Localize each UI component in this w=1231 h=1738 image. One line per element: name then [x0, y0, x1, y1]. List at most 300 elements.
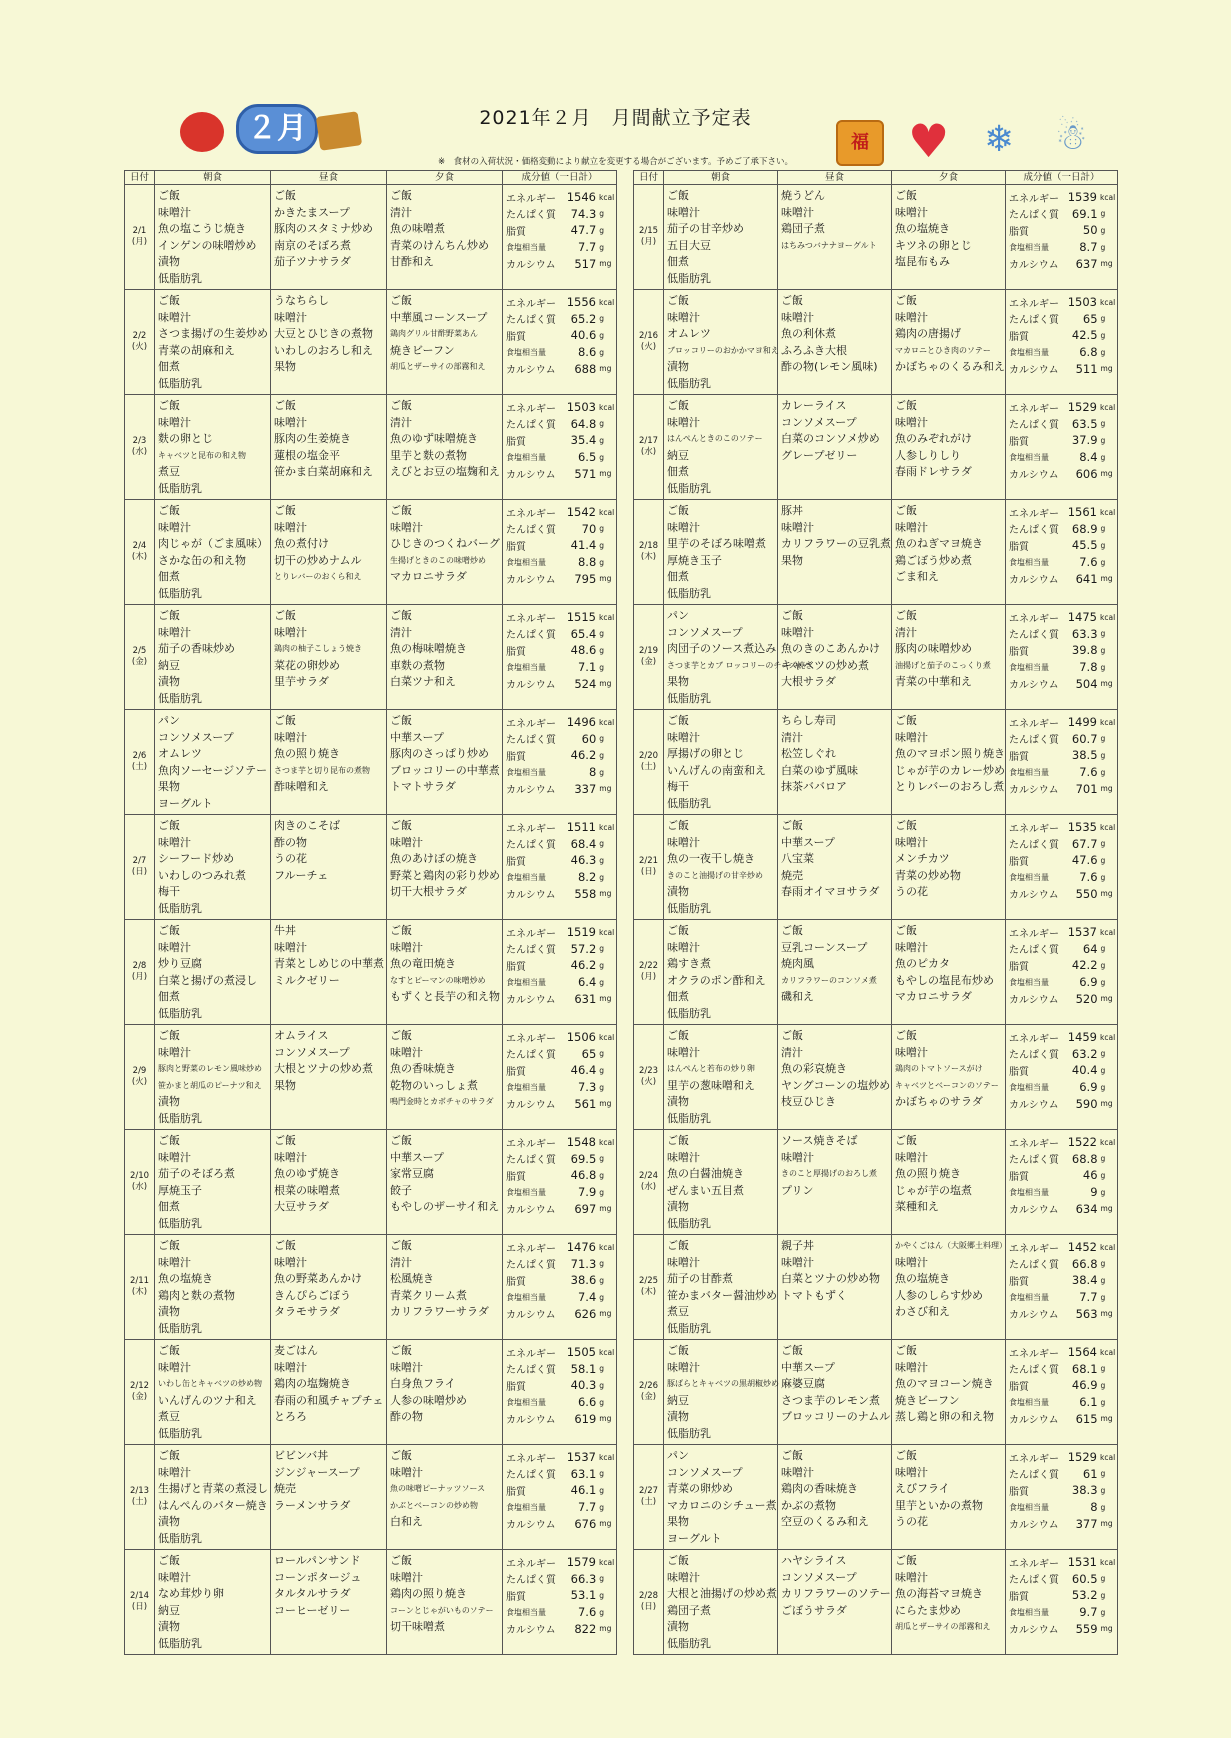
- nutrition-row: [1009, 1046, 1114, 1063]
- menu-item: ご飯: [274, 1239, 296, 1252]
- menu-table-right: [633, 170, 1118, 1655]
- breakfast-cell: [155, 500, 271, 605]
- nutrient-unit: g: [1100, 435, 1106, 445]
- menu-item: 青菜の胡麻和え: [158, 343, 235, 357]
- nutrient-unit: g: [1100, 419, 1106, 429]
- menu-item: タルタルサラダ: [274, 1587, 351, 1601]
- menu-item: 鶏肉グリル甘酢野菜あん: [390, 329, 478, 339]
- lunch-cell: [778, 290, 892, 395]
- nutrient-unit: kcal: [1100, 1347, 1116, 1357]
- nutrient-value: 7.7: [577, 240, 597, 255]
- nutrient-value: 550: [1075, 886, 1098, 901]
- menu-item: 車麩の煮物: [390, 658, 445, 672]
- nutrient-unit: g: [599, 1049, 605, 1059]
- nutrient-unit: g: [599, 1292, 605, 1302]
- nutrient-value: 7.1: [577, 660, 597, 675]
- menu-item: 魚のみぞれがけ: [895, 432, 972, 446]
- nutrient-label: たんぱく質: [506, 630, 556, 642]
- lunch-cell: [271, 1550, 387, 1655]
- date-cell: [634, 1130, 664, 1235]
- nutrition-row: [506, 554, 613, 571]
- nutrient-unit: g: [599, 1485, 605, 1495]
- nutrient-unit: kcal: [1100, 1452, 1116, 1462]
- menu-item: インゲンの味噌炒め: [158, 238, 257, 252]
- menu-item: 味噌汁: [667, 835, 700, 849]
- date-label: 2/20: [638, 751, 659, 761]
- menu-item: マカロニとひき肉のソテー: [895, 345, 991, 355]
- menu-item: 豚肉と野菜のレモン風味炒め: [158, 1064, 262, 1074]
- nutrient-value: 504: [1075, 676, 1098, 691]
- nutrient-label: 食塩相当量: [1009, 347, 1049, 357]
- menu-item: にらたま炒め: [895, 1603, 961, 1617]
- weekday-label: (日): [131, 1602, 148, 1612]
- menu-item: 味噌汁: [158, 940, 191, 954]
- nutrient-label: カルシウム: [1009, 260, 1059, 272]
- breakfast-cell: [155, 710, 271, 815]
- nutrient-unit: mg: [1100, 994, 1113, 1004]
- menu-item: うなちらし: [274, 294, 329, 307]
- day-row: [125, 1445, 617, 1550]
- nutrient-label: 脂質: [1009, 961, 1029, 973]
- nutrient-label: たんぱく質: [506, 945, 556, 957]
- nutrition-row: [506, 294, 613, 311]
- menu-item: もずくと長芋の和え物: [390, 990, 500, 1004]
- date-label: 2/3: [132, 436, 147, 446]
- menu-item: 青菜としめじの中華煮: [274, 957, 384, 971]
- nutrition-row: [1009, 626, 1114, 643]
- dinner-cell: [892, 1550, 1006, 1655]
- nutrient-label: エネルギー: [1009, 403, 1059, 415]
- dinner-cell: [387, 605, 503, 710]
- nutrient-value: 6.5: [577, 450, 597, 465]
- month-badge: ２月: [236, 104, 318, 154]
- nutrient-value: 1529: [1067, 1450, 1097, 1465]
- nutrition-row: [506, 1200, 613, 1217]
- date-cell: [125, 710, 155, 815]
- nutrient-value: 822: [574, 1621, 597, 1636]
- nutrient-value: 1503: [1067, 295, 1097, 310]
- nutrient-label: 脂質: [1009, 751, 1029, 763]
- nutrient-value: 377: [1075, 1516, 1098, 1531]
- nutrition-cell: [503, 710, 617, 815]
- nutrient-unit: g: [599, 839, 605, 849]
- menu-item: ぜんまい五目煮: [667, 1183, 744, 1197]
- menu-item: 果物: [274, 360, 296, 374]
- date-label: 2/2: [132, 331, 147, 341]
- menu-item: 清汁: [390, 205, 412, 219]
- nutrient-value: 7.3: [577, 1080, 597, 1095]
- menu-item: 魚のマヨポン照り焼き: [895, 747, 1005, 761]
- nutrient-value: 563: [1075, 1306, 1098, 1321]
- menu-item: 低脂肪乳: [667, 1321, 711, 1335]
- nutrition-cell: [503, 605, 617, 710]
- menu-item: カリフラワーの豆乳煮: [781, 537, 891, 551]
- date-cell: [634, 1235, 664, 1340]
- dinner-cell: [387, 1340, 503, 1445]
- breakfast-cell: [155, 290, 271, 395]
- nutrient-unit: g: [1100, 1065, 1106, 1075]
- nutrient-unit: kcal: [599, 927, 615, 937]
- menu-item: さかな缶の和え物: [158, 553, 246, 567]
- nutrient-unit: g: [1100, 1469, 1106, 1479]
- menu-item: 生揚げときのこの味噌炒め: [390, 555, 486, 565]
- menu-item: 茄子の甘酢煮: [667, 1272, 733, 1286]
- menu-item: 焼うどん: [781, 189, 825, 202]
- nutrient-unit: kcal: [1100, 297, 1116, 307]
- menu-item: うの花: [895, 1515, 928, 1529]
- menu-item: 味噌汁: [667, 205, 700, 219]
- nutrient-label: カルシウム: [506, 575, 556, 587]
- menu-item: 佃煮: [158, 570, 180, 584]
- nutrient-value: 619: [574, 1411, 597, 1426]
- nutrient-label: 脂質: [1009, 646, 1029, 658]
- menu-item: コーヒーゼリー: [274, 1603, 351, 1617]
- nutrition-cell: [1006, 1025, 1118, 1130]
- nutrient-value: 47.6: [1071, 853, 1098, 868]
- menu-item: キツネの卵とじ: [895, 238, 972, 252]
- menu-item: ご飯: [895, 924, 917, 937]
- nutrient-value: 60: [581, 731, 597, 746]
- nutrient-value: 590: [1075, 1096, 1098, 1111]
- menu-item: 漬物: [158, 1305, 180, 1319]
- day-row: [634, 1550, 1118, 1655]
- nutrient-unit: mg: [1100, 1099, 1113, 1109]
- menu-item: マカロニサラダ: [390, 570, 467, 584]
- nutrition-row: [1009, 1029, 1114, 1046]
- nutrient-unit: g: [599, 435, 605, 445]
- nutrition-row: [1009, 1449, 1114, 1466]
- date-label: 2/22: [638, 961, 659, 971]
- nutrition-row: [1009, 714, 1114, 731]
- nutrient-unit: g: [1100, 629, 1106, 639]
- date-cell: [634, 290, 664, 395]
- menu-item: 油揚げと茄子のこっくり煮: [895, 660, 991, 670]
- nutrient-unit: g: [1100, 977, 1106, 987]
- nutrient-value: 58.1: [570, 1361, 597, 1376]
- nutrient-value: 1548: [566, 1135, 596, 1150]
- date-cell: [125, 1130, 155, 1235]
- nutrient-unit: g: [1100, 960, 1106, 970]
- nutrition-row: [1009, 957, 1114, 974]
- nutrition-row: [1009, 327, 1114, 344]
- dinner-cell: [387, 185, 503, 290]
- nutrient-value: 7.4: [577, 1290, 597, 1305]
- nutrition-row: [1009, 642, 1114, 659]
- nutrition-cell: [503, 1235, 617, 1340]
- lunch-cell: [778, 710, 892, 815]
- nutrition-cell: [1006, 395, 1118, 500]
- menu-item: 白身魚フライ: [390, 1377, 456, 1391]
- nutrient-value: 38.5: [1071, 748, 1098, 763]
- nutrient-unit: kcal: [1100, 1032, 1116, 1042]
- menu-item: カレーライス: [781, 399, 847, 412]
- menu-item: ご飯: [781, 819, 803, 832]
- nutrient-label: 脂質: [506, 331, 526, 343]
- menu-item: ご飯: [895, 399, 917, 412]
- menu-item: 味噌汁: [390, 1360, 423, 1374]
- menu-item: 松風焼き: [390, 1272, 434, 1286]
- nutrient-label: 食塩相当量: [1009, 1502, 1049, 1512]
- menu-item: 切干の炒めナムル: [274, 553, 362, 567]
- nutrient-label: 脂質: [1009, 436, 1029, 448]
- menu-item: 茄子の香味炒め: [158, 642, 235, 656]
- nutrition-row: [506, 1466, 613, 1483]
- nutrient-unit: g: [599, 944, 605, 954]
- date-cell: [125, 605, 155, 710]
- breakfast-cell: [664, 185, 778, 290]
- nutrition-row: [1009, 924, 1114, 941]
- nutrient-value: 60.7: [1071, 731, 1098, 746]
- dinner-cell: [387, 1025, 503, 1130]
- menu-item: 牛丼: [274, 924, 296, 937]
- date-cell: [125, 1235, 155, 1340]
- nutrient-unit: kcal: [599, 1557, 615, 1567]
- menu-item: さつま揚げの生姜炒め: [158, 327, 268, 341]
- menu-item: 豚ばらとキャベツの黒胡椒炒め: [667, 1379, 779, 1389]
- nutrition-row: [506, 990, 613, 1007]
- menu-item: 低脂肪乳: [158, 901, 202, 915]
- menu-item: 漬物: [667, 1410, 689, 1424]
- menu-item: 魚の照り焼き: [895, 1167, 961, 1181]
- menu-item: 中華スープ: [781, 1360, 835, 1374]
- menu-item: 胡瓜とザーサイの部霧和え: [895, 1622, 991, 1632]
- nutrient-label: 食塩相当量: [1009, 1082, 1049, 1092]
- menu-item: 味噌汁: [895, 310, 928, 324]
- menu-item: ご飯: [390, 399, 412, 412]
- nutrient-value: 7.6: [577, 1605, 597, 1620]
- nutrient-unit: mg: [1100, 679, 1113, 689]
- nutrient-value: 1535: [1067, 820, 1097, 835]
- date-cell: [125, 395, 155, 500]
- nutrient-value: 1537: [566, 1450, 596, 1465]
- nutrition-row: [506, 1515, 613, 1532]
- nutrient-label: 脂質: [506, 751, 526, 763]
- menu-item: 低脂肪乳: [667, 1636, 711, 1650]
- day-row: [125, 500, 617, 605]
- nutrition-row: [506, 1571, 613, 1588]
- menu-item: ご飯: [667, 1554, 689, 1567]
- date-label: 2/14: [129, 1591, 150, 1601]
- nutrition-row: [1009, 1095, 1114, 1112]
- nutrition-row: [1009, 1256, 1114, 1273]
- nutrient-label: カルシウム: [506, 680, 556, 692]
- nutrient-label: カルシウム: [1009, 470, 1059, 482]
- nutrition-cell: [1006, 605, 1118, 710]
- header-breakfast: 朝食: [155, 171, 271, 185]
- nutrition-row: [506, 1289, 613, 1306]
- nutrition-row: [506, 747, 613, 764]
- menu-item: 切干大根サラダ: [390, 885, 467, 899]
- menu-item: 魚の竜田焼き: [390, 957, 456, 971]
- nutrition-cell: [503, 1340, 617, 1445]
- breakfast-cell: [664, 1130, 778, 1235]
- breakfast-cell: [155, 1130, 271, 1235]
- nutrient-value: 1503: [566, 400, 596, 415]
- menu-item: 酢の物(レモン風味): [781, 360, 878, 374]
- nutrient-label: エネルギー: [506, 1558, 556, 1570]
- weekday-label: (火): [131, 342, 148, 352]
- nutrient-unit: g: [599, 1469, 605, 1479]
- nutrient-value: 9.7: [1079, 1605, 1098, 1620]
- menu-item: 根菜の味噌煮: [274, 1183, 340, 1197]
- nutrient-value: 1579: [566, 1555, 596, 1570]
- nutrient-value: 1556: [566, 295, 596, 310]
- nutrient-label: エネルギー: [1009, 718, 1059, 730]
- menu-item: 味噌汁: [667, 1150, 700, 1164]
- menu-item: 鶏すき煮: [667, 957, 711, 971]
- nutrition-row: [506, 1410, 613, 1427]
- nutrition-row: [1009, 675, 1114, 692]
- menu-item: はんぺんときのこのソテー: [667, 434, 763, 444]
- menu-item: オクラのポン酢和え: [667, 973, 766, 987]
- nutrient-label: エネルギー: [1009, 298, 1059, 310]
- nutrient-value: 1564: [1067, 1345, 1097, 1360]
- menu-item: 鶏ごぼう炒め煮: [895, 553, 972, 567]
- weekday-label: (土): [640, 762, 657, 772]
- nutrient-value: 68.8: [1071, 1151, 1098, 1166]
- menu-item: 味噌汁: [390, 940, 423, 954]
- menu-item: なすとピーマンの味噌炒め: [390, 975, 486, 985]
- nutrient-value: 641: [1075, 571, 1098, 586]
- date-label: 2/21: [638, 856, 659, 866]
- nutrition-row: [506, 537, 613, 554]
- nutrient-unit: g: [599, 557, 605, 567]
- menu-item: 蓮根の塩金平: [274, 448, 340, 462]
- menu-item: ご飯: [274, 609, 296, 622]
- menu-item: 味噌汁: [781, 205, 814, 219]
- nutrient-value: 7.7: [1079, 1290, 1098, 1305]
- nutrient-label: エネルギー: [506, 1243, 556, 1255]
- nutrient-unit: g: [599, 629, 605, 639]
- menu-item: 魚の味噌煮: [390, 222, 445, 236]
- nutrient-unit: mg: [1100, 574, 1113, 584]
- nutrient-value: 68.9: [1071, 521, 1098, 536]
- lunch-cell: [271, 185, 387, 290]
- date-cell: [125, 1550, 155, 1655]
- nutrient-value: 1459: [1067, 1030, 1097, 1045]
- menu-item: 味噌汁: [158, 520, 191, 534]
- nutrition-row: [1009, 609, 1114, 626]
- nutrient-value: 65: [581, 1046, 597, 1061]
- nutrient-unit: g: [1100, 1380, 1106, 1390]
- nutrition-row: [1009, 1361, 1114, 1378]
- menu-item: 茄子ツナサラダ: [274, 255, 351, 269]
- nutrient-label: 食塩相当量: [506, 1397, 546, 1407]
- nutrient-label: エネルギー: [1009, 1348, 1059, 1360]
- weekday-label: (金): [131, 1392, 148, 1402]
- nutrient-label: 食塩相当量: [1009, 662, 1049, 672]
- nutrient-unit: g: [1100, 1292, 1106, 1302]
- nutrition-row: [506, 1554, 613, 1571]
- nutrition-row: [1009, 1604, 1114, 1621]
- nutrient-value: 53.1: [570, 1588, 597, 1603]
- menu-item: ご飯: [895, 714, 917, 727]
- menu-item: マカロニのシチュー煮: [667, 1498, 777, 1512]
- nutrition-row: [1009, 189, 1114, 206]
- nutrient-label: カルシウム: [1009, 1100, 1059, 1112]
- nutrient-label: カルシウム: [1009, 365, 1059, 377]
- menu-item: 豚肉の味噌炒め: [895, 642, 972, 656]
- menu-item: 人参の味噌炒め: [390, 1393, 467, 1407]
- nutrient-label: エネルギー: [506, 403, 556, 415]
- menu-item: 佃煮: [667, 570, 689, 584]
- dinner-cell: [892, 1025, 1006, 1130]
- menu-item: 白菜ツナ和え: [390, 675, 456, 689]
- menu-item: 菜花の卵炒め: [274, 658, 340, 672]
- nutrition-row: [506, 1344, 613, 1361]
- nutrient-unit: g: [1100, 839, 1106, 849]
- menu-item: ご飯: [667, 294, 689, 307]
- nutrient-value: 1561: [1067, 505, 1097, 520]
- date-label: 2/26: [638, 1381, 659, 1391]
- menu-item: 味噌汁: [274, 1150, 307, 1164]
- nutrient-unit: g: [599, 209, 605, 219]
- nutrient-label: たんぱく質: [1009, 1365, 1059, 1377]
- date-cell: [125, 1025, 155, 1130]
- nutrient-value: 50: [1082, 223, 1098, 238]
- menu-item: 春雨オイマヨサラダ: [781, 885, 880, 899]
- date-cell: [125, 500, 155, 605]
- breakfast-cell: [664, 1235, 778, 1340]
- menu-item: 漬物: [158, 255, 180, 269]
- lunch-cell: [778, 605, 892, 710]
- menu-item: 果物: [667, 1515, 689, 1529]
- nutrient-value: 8.6: [577, 345, 597, 360]
- day-row: [634, 605, 1118, 710]
- menu-item: 魚のゆず味噌焼き: [390, 432, 478, 446]
- lunch-cell: [778, 185, 892, 290]
- menu-item: ご飯: [895, 1134, 917, 1147]
- nutrient-value: 511: [1075, 361, 1098, 376]
- lunch-cell: [778, 1445, 892, 1550]
- nutrient-unit: g: [1100, 1590, 1106, 1600]
- menu-item: 清汁: [781, 1045, 803, 1059]
- nutrient-label: エネルギー: [506, 1033, 556, 1045]
- menu-item: 白菜のゆず風味: [781, 763, 858, 777]
- nutrition-row: [506, 521, 613, 538]
- nutrition-row: [506, 957, 613, 974]
- nutrient-label: カルシウム: [1009, 785, 1059, 797]
- menu-item: オムレツ: [158, 747, 202, 761]
- nutrient-value: 74.3: [570, 206, 597, 221]
- nutrient-label: 脂質: [506, 1591, 526, 1603]
- nutrient-unit: kcal: [599, 822, 615, 832]
- weekday-label: (月): [131, 972, 148, 982]
- nutrient-unit: g: [1100, 1082, 1106, 1092]
- weekday-label: (日): [131, 867, 148, 877]
- breakfast-cell: [155, 605, 271, 710]
- nutrition-row: [1009, 764, 1114, 781]
- nutrient-value: 1475: [1067, 610, 1097, 625]
- nutrient-value: 1476: [566, 1240, 596, 1255]
- menu-item: 里芋といかの煮物: [895, 1498, 983, 1512]
- nutrient-value: 63.5: [1071, 416, 1098, 431]
- nutrient-unit: g: [599, 419, 605, 429]
- nutrient-unit: g: [599, 347, 605, 357]
- breakfast-cell: [664, 1550, 778, 1655]
- nutrition-row: [506, 327, 613, 344]
- nutrition-row: [1009, 416, 1114, 433]
- menu-item: 笹かまと胡瓜のピーナツ和え: [158, 1080, 262, 1090]
- nutrient-label: たんぱく質: [1009, 315, 1059, 327]
- nutrient-value: 8: [1090, 1500, 1098, 1515]
- nutrition-row: [506, 1587, 613, 1604]
- day-row: [125, 1550, 617, 1655]
- nutrient-unit: mg: [1100, 784, 1113, 794]
- menu-item: 鶏肉の塩麹焼き: [274, 1377, 351, 1391]
- menu-item: 佃煮: [667, 465, 689, 479]
- nutrient-value: 46: [1082, 1168, 1098, 1183]
